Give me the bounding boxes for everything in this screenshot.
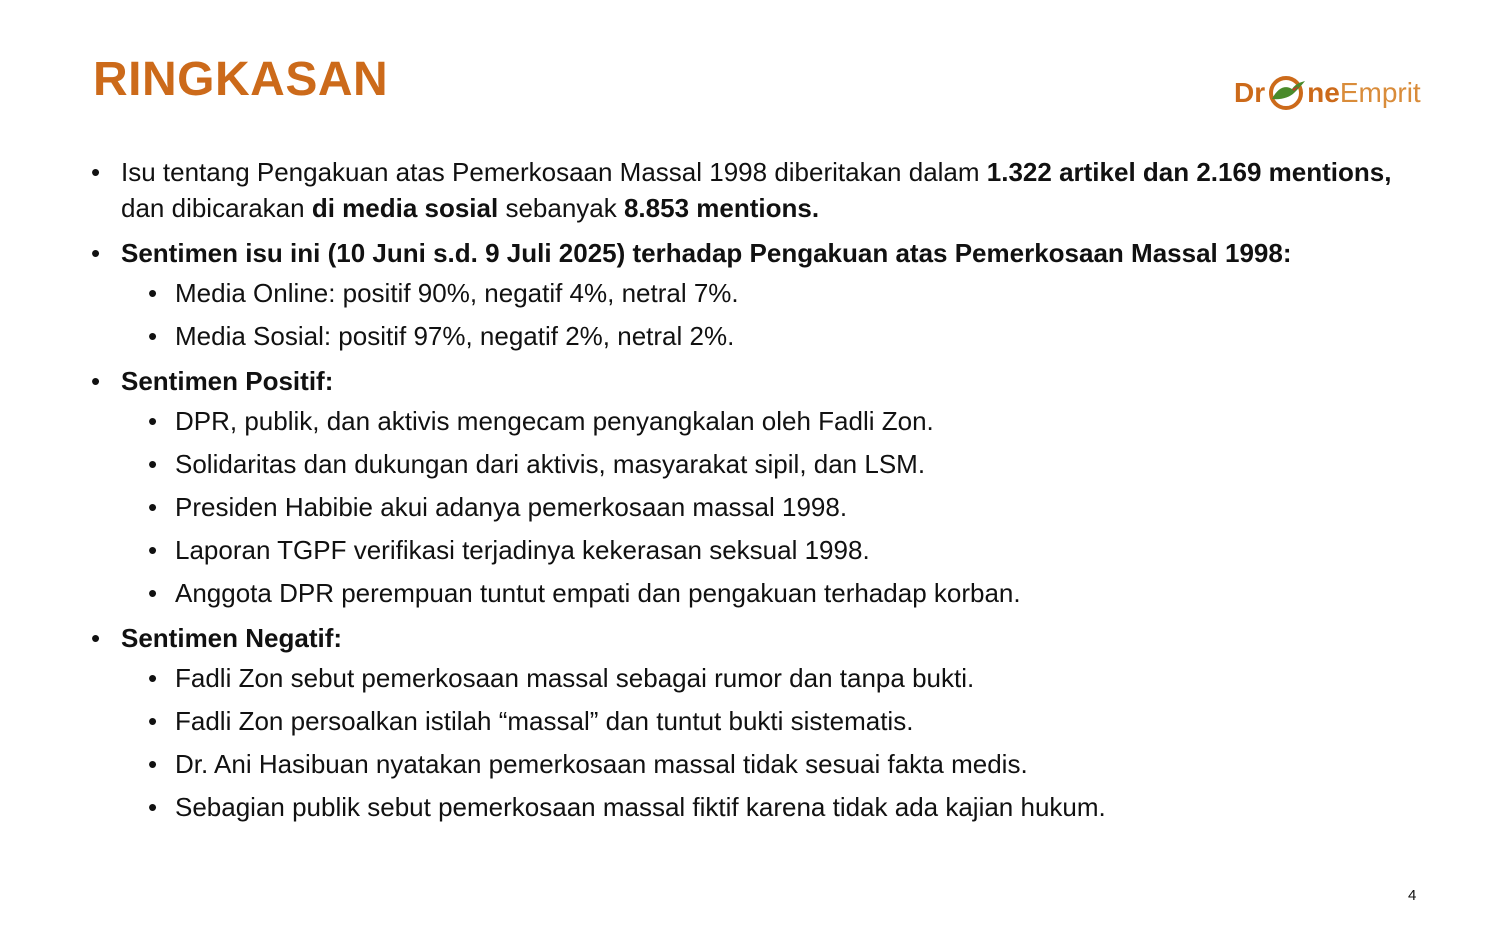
negative-heading: Sentimen Negatif:	[121, 623, 343, 653]
list-item: • Fadli Zon sebut pemerkosaan massal sebagai rumor dan tanpa bukti.	[148, 660, 1411, 696]
bullet-positive	[91, 363, 1411, 611]
list-item: • Presiden Habibie akui adanya pemerkosaan massal 1998.	[148, 489, 1411, 525]
logo-text-ne: ne	[1307, 77, 1340, 108]
bullet-sentiment	[91, 235, 1411, 354]
list-item: • Sebagian publik sebut pemerkosaan massal fiktif karena tidak ada kajian hukum.	[148, 789, 1411, 825]
summary-content	[91, 154, 1411, 834]
coverage-articles: 1.322 artikel dan 2.169 mentions,	[986, 157, 1392, 187]
page-number: 4	[1408, 887, 1417, 904]
bullet-coverage	[91, 154, 1411, 226]
list-item: • Media Online: positif 90%, negatif 4%, netral 7%.	[148, 275, 1411, 311]
list-item: • Dr. Ani Hasibuan nyatakan pemerkosaan massal tidak sesuai fakta medis.	[148, 746, 1411, 782]
drone-bird-icon	[1266, 73, 1306, 113]
bullet-negative	[91, 620, 1411, 825]
coverage-text-1: Isu tentang Pengakuan atas Pemerkosaan Massal 1998 diberitakan dalam	[121, 157, 987, 187]
list-item: • Solidaritas dan dukungan dari aktivis, masyarakat sipil, dan LSM.	[148, 446, 1411, 482]
coverage-mentions: 8.853 mentions.	[623, 193, 820, 223]
logo-text-emprit: Emprit	[1339, 77, 1421, 108]
list-item: • Fadli Zon persoalkan istilah “massal” dan tuntut bukti sistematis.	[148, 703, 1411, 739]
drone-emprit-logo	[1234, 66, 1421, 120]
list-item: • Media Sosial: positif 97%, negatif 2%, netral 2%.	[148, 318, 1411, 354]
sentiment-list	[121, 275, 1411, 354]
sentiment-heading: Sentimen isu ini (10 Juni s.d. 9 Juli 2025) terhadap Pengakuan atas Pemerkosaan Massal 1998:	[121, 238, 1292, 268]
list-item: • DPR, publik, dan aktivis mengecam penyangkalan oleh Fadli Zon.	[148, 403, 1411, 439]
coverage-text-2: dan dibicarakan	[121, 193, 312, 223]
coverage-text-3: sebanyak	[498, 193, 624, 223]
slide-title: RINGKASAN	[93, 53, 389, 106]
coverage-social: di media sosial	[311, 193, 499, 223]
negative-list	[121, 660, 1411, 825]
list-item: • Anggota DPR perempuan tuntut empati dan pengakuan terhadap korban.	[148, 575, 1411, 611]
list-item: • Laporan TGPF verifikasi terjadinya kekerasan seksual 1998.	[148, 532, 1411, 568]
positive-list	[121, 403, 1411, 611]
logo-text-dr: Dr	[1234, 77, 1266, 108]
positive-heading: Sentimen Positif:	[121, 366, 334, 396]
